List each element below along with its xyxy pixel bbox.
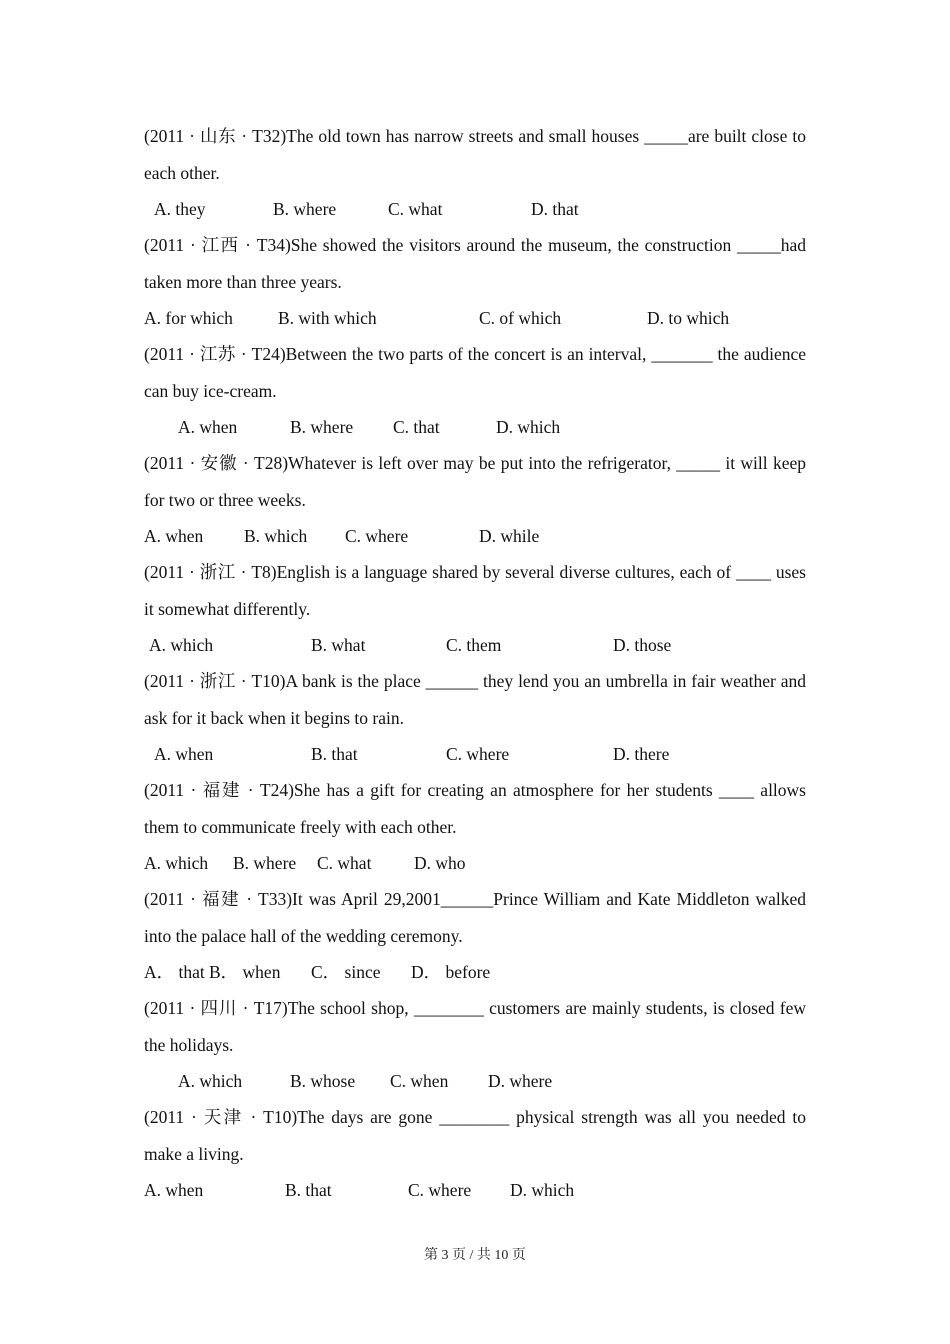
option-a: A. when xyxy=(154,744,214,764)
option-b: B. whose xyxy=(290,1071,356,1091)
option-a: A. which xyxy=(149,635,214,655)
option-b: B. that xyxy=(285,1180,332,1200)
option-b: B. with which xyxy=(278,308,377,328)
question-stem: (2011 · 山东 · T32)The old town has narrow streets and small houses _____are built close to each other. xyxy=(144,126,806,183)
option-d: D. while xyxy=(479,526,540,546)
options-row xyxy=(144,1172,806,1208)
option-d: D. which xyxy=(510,1180,575,1200)
options-row xyxy=(144,845,806,881)
option-a: A. when xyxy=(144,526,204,546)
option-d: D. that xyxy=(531,199,579,219)
option-d: D． before xyxy=(411,962,491,982)
question-stem: (2011 · 福建 · T33)It was April 29,2001______Prince William and Kate Middleton walked into the palace hall of the wedding ceremony. xyxy=(144,889,806,946)
option-c: C. what xyxy=(388,199,443,219)
question-stem: (2011 · 天津 · T10)The days are gone ________ physical strength was all you needed to make a living. xyxy=(144,1107,806,1164)
question-stem: (2011 · 江西 · T34)She showed the visitors around the museum, the construction _____had taken more than three years. xyxy=(144,235,806,292)
option-b: B. where xyxy=(273,199,337,219)
option-b: B. what xyxy=(311,635,366,655)
option-d: D. which xyxy=(496,417,561,437)
option-d: D. there xyxy=(613,744,670,764)
option-c: C. what xyxy=(317,853,372,873)
option-c: C. of which xyxy=(479,308,562,328)
question-list xyxy=(144,118,806,1208)
question-stem: (2011 · 浙江 · T8)English is a language shared by several diverse cultures, each of ____ uses it somewhat differently. xyxy=(144,562,806,619)
option-b: B． when xyxy=(209,962,281,982)
page-footer: 第 3 页 / 共 10 页 xyxy=(424,1248,526,1263)
question-stem: (2011 · 四川 · T17)The school shop, ________ customers are mainly students, is closed few the holidays. xyxy=(144,998,806,1055)
option-c: C． since xyxy=(311,962,381,982)
options-row xyxy=(144,518,806,554)
option-b: B. that xyxy=(311,744,358,764)
question-stem: (2011 · 浙江 · T10)A bank is the place ______ they lend you an umbrella in fair weather and ask for it back when it begins to rain. xyxy=(144,671,806,728)
option-a: A. when xyxy=(144,1180,204,1200)
option-c: C. where xyxy=(446,744,510,764)
option-a: A. for which xyxy=(144,308,233,328)
option-d: D. those xyxy=(613,635,672,655)
option-b: B. where xyxy=(233,853,297,873)
option-c: C. where xyxy=(345,526,409,546)
option-c: C. when xyxy=(390,1071,449,1091)
options-row xyxy=(144,191,806,227)
question-stem: (2011 · 福建 · T24)She has a gift for creating an atmosphere for her students ____ allows them to communicate freely with each other. xyxy=(144,780,806,837)
option-b: B. where xyxy=(290,417,354,437)
option-a: A. they xyxy=(154,199,206,219)
option-c: C. where xyxy=(408,1180,472,1200)
option-d: D. who xyxy=(414,853,466,873)
option-b: B. which xyxy=(244,526,308,546)
options-row xyxy=(144,736,806,772)
options-row xyxy=(144,954,806,990)
option-a: A． that xyxy=(144,962,205,982)
option-a: A. when xyxy=(178,417,238,437)
question-stem: (2011 · 安徽 · T28)Whatever is left over may be put into the refrigerator, _____ it will keep for two or three weeks. xyxy=(144,453,806,510)
options-row xyxy=(144,627,806,663)
question-stem: (2011 · 江苏 · T24)Between the two parts of the concert is an interval, _______ the audience can buy ice-cream. xyxy=(144,344,806,401)
option-d: D. to which xyxy=(647,308,730,328)
option-c: C. them xyxy=(446,635,502,655)
options-row xyxy=(144,409,806,445)
option-d: D. where xyxy=(488,1071,553,1091)
option-a: A. which xyxy=(144,853,209,873)
option-a: A. which xyxy=(178,1071,243,1091)
options-row xyxy=(144,300,806,336)
option-c: C. that xyxy=(393,417,440,437)
options-row xyxy=(144,1063,806,1099)
